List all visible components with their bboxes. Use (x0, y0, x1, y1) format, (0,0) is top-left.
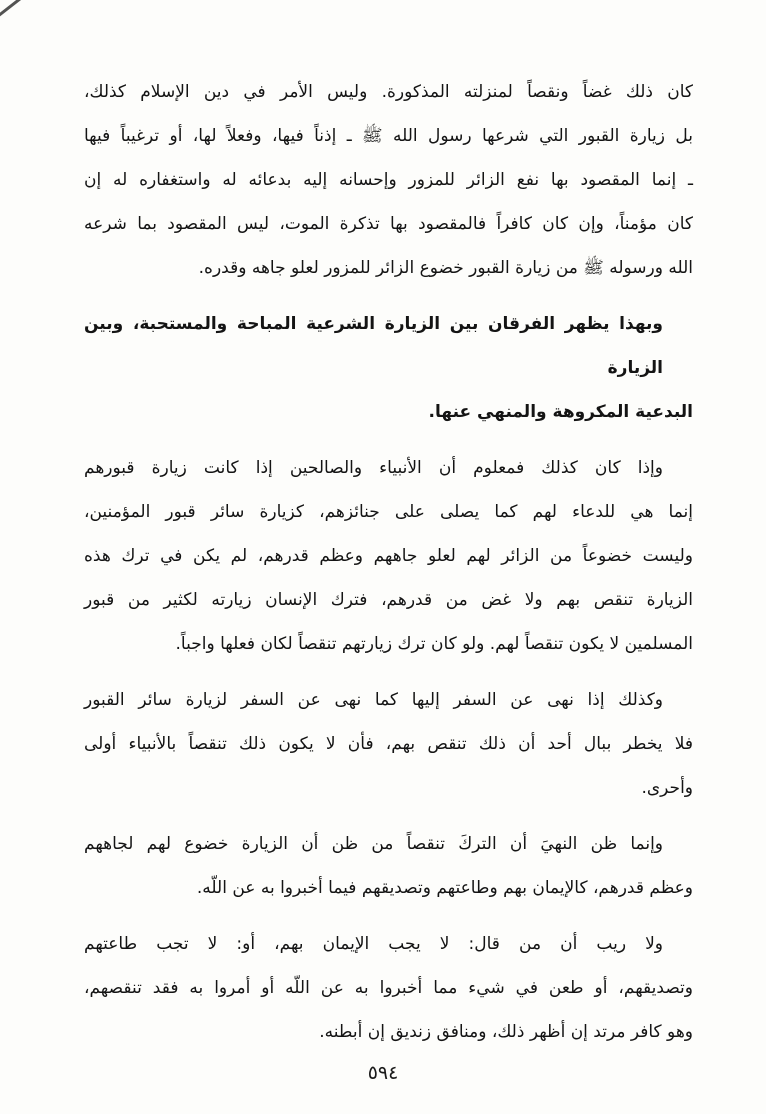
paragraph (84, 70, 693, 290)
paragraph (84, 678, 693, 810)
page-number: ٥٩٤ (367, 1062, 399, 1084)
text-line: فلا يخطر ببال أحد أن ذلك تنقص بهم، فأن لا يكون ذلك تنقصاً بالأنبياء أولى (84, 734, 693, 754)
paragraph (84, 822, 693, 910)
text-line: ولا ريب أن من قال: لا يجب الإيمان بهم، أو: لا تجب طاعتهم (84, 934, 663, 954)
paragraph (84, 922, 693, 1054)
text-line: إنما هي للدعاء لهم كما يصلى على جنائزهم، كزيارة سائر قبور المؤمنين، (84, 502, 693, 522)
text-line: كان مؤمناً، وإن كان كافراً فالمقصود بها تذكرة الموت، ليس المقصود بما شرعه (84, 214, 693, 234)
text-block (84, 70, 693, 1054)
text-line: وهو كافر مرتد إن أظهر ذلك، ومنافق زنديق إن أبطنه. (319, 1022, 693, 1042)
text-line: بل زيارة القبور التي شرعها رسول الله ﷺ ـ إذناً فيها، وفعلاً لها، أو ترغيباً فيها (84, 126, 693, 146)
text-line: البدعية المكروهة والمنهي عنها. (428, 402, 693, 422)
text-line: وبهذا يظهر الفرقان بين الزيارة الشرعية المباحة والمستحبة، وبين الزيارة (84, 314, 663, 378)
paragraph (84, 446, 693, 666)
text-line: المسلمين لا يكون تنقصاً لهم. ولو كان ترك زيارتهم تنقصاً لكان فعلها واجباً. (175, 634, 693, 654)
text-line: وإذا كان كذلك فمعلوم أن الأنبياء والصالحين إذا كانت زيارة قبورهم (84, 458, 663, 478)
text-line: وإنما ظن النهيَ أن التركَ تنقصاً من ظن أن الزيارة خضوع لهم لجاههم (84, 834, 663, 854)
text-line: وكذلك إذا نهى عن السفر إليها كما نهى عن السفر لزيارة سائر القبور (84, 690, 663, 710)
text-line: ـ إنما المقصود بها نفع الزائر للمزور وإحسانه إليه بدعائه له واستغفاره له إن (84, 170, 693, 190)
text-line: وعظم قدرهم، كالإيمان بهم وطاعتهم وتصديقهم فيما أخبروا به عن اللّه. (196, 878, 693, 898)
text-line: الله ورسوله ﷺ من زيارة القبور خضوع الزائر للمزور لعلو جاهه وقدره. (198, 258, 693, 278)
text-line: الزيارة تنقص بهم ولا غض من قدرهم، فترك الإنسان زيارته لكثير من قبور (84, 590, 693, 610)
scan-artifact (0, 0, 23, 19)
text-line: وتصديقهم، أو طعن في شيء مما أخبروا به عن اللّه أو أمروا به فقد تنقصهم، (84, 978, 693, 998)
text-line: كان ذلك غضاً ونقصاً لمنزلته المذكورة. وليس الأمر في دين الإسلام كذلك، (84, 82, 693, 102)
paragraph (84, 302, 693, 434)
text-line: وليست خضوعاً من الزائر لهم لعلو جاههم وعظم قدرهم، لم يكن في ترك هذه (84, 546, 693, 566)
text-line: وأحرى. (641, 778, 693, 798)
